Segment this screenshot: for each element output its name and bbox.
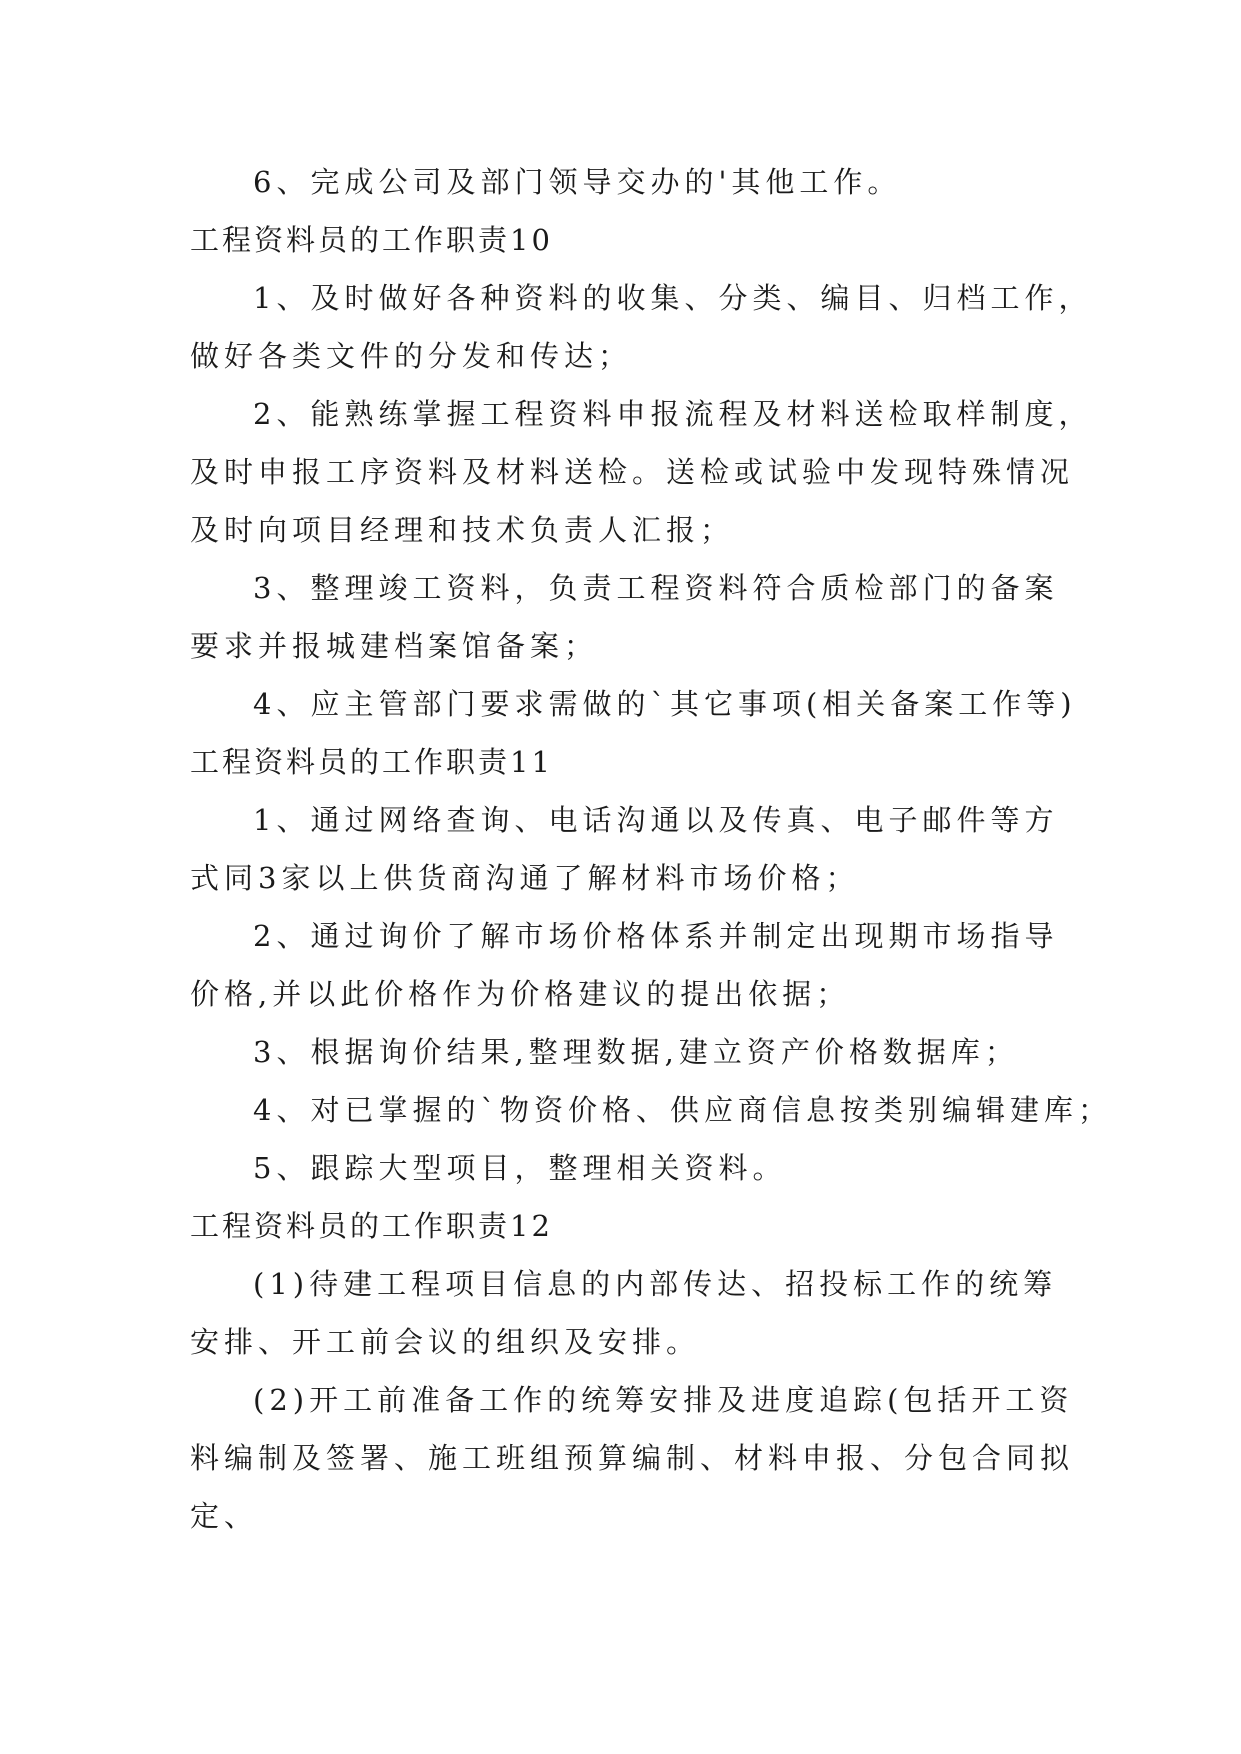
paragraph-line: 2、能熟练掌握工程资料申报流程及材料送检取样制度， — [253, 397, 1093, 431]
paragraph-line: 4、应主管部门要求需做的`其它事项(相关备案工作等) — [253, 687, 1077, 721]
paragraph-line: 安排、开工前会议的组织及安排。 — [190, 1325, 701, 1359]
section-heading: 工程资料员的工作职责12 — [190, 1209, 553, 1243]
paragraph-line: 5、跟踪大型项目，整理相关资料。 — [253, 1151, 787, 1185]
paragraph-line: 6、完成公司及部门领导交办的'其他工作。 — [253, 165, 902, 199]
paragraph-line: 价格,并以此价格作为价格建议的提出依据； — [190, 977, 851, 1011]
paragraph-line: 定、 — [190, 1499, 259, 1533]
paragraph-line: 要求并报城建档案馆备案； — [190, 629, 599, 663]
paragraph-line: 做好各类文件的分发和传达； — [190, 339, 633, 373]
section-heading: 工程资料员的工作职责10 — [190, 223, 553, 257]
paragraph-line: 4、对已掌握的`物资价格、供应商信息按类别编辑建库； — [253, 1093, 1112, 1127]
section-heading: 工程资料员的工作职责11 — [190, 745, 553, 779]
paragraph-line: (1)待建工程项目信息的内部传达、招投标工作的统筹 — [253, 1267, 1058, 1301]
paragraph-line: 1、及时做好各种资料的收集、分类、编目、归档工作， — [253, 281, 1093, 315]
paragraph-line: 2、通过询价了解市场价格体系并制定出现期市场指导 — [253, 919, 1059, 953]
paragraph-line: 式同3家以上供货商沟通了解材料市场价格； — [190, 861, 860, 895]
paragraph-line: 3、根据询价结果,整理数据,建立资产价格数据库； — [253, 1035, 1019, 1069]
paragraph-line: 3、整理竣工资料，负责工程资料符合质检部门的备案 — [253, 571, 1059, 605]
paragraph-line: 及时向项目经理和技术负责人汇报； — [190, 513, 735, 547]
paragraph-line: 料编制及签署、施工班组预算编制、材料申报、分包合同拟 — [190, 1441, 1075, 1475]
paragraph-line: (2)开工前准备工作的统筹安排及进度追踪(包括开工资 — [253, 1383, 1074, 1417]
paragraph-line: 及时申报工序资料及材料送检。送检或试验中发现特殊情况 — [190, 455, 1075, 489]
paragraph-line: 1、通过网络查询、电话沟通以及传真、电子邮件等方 — [253, 803, 1059, 837]
